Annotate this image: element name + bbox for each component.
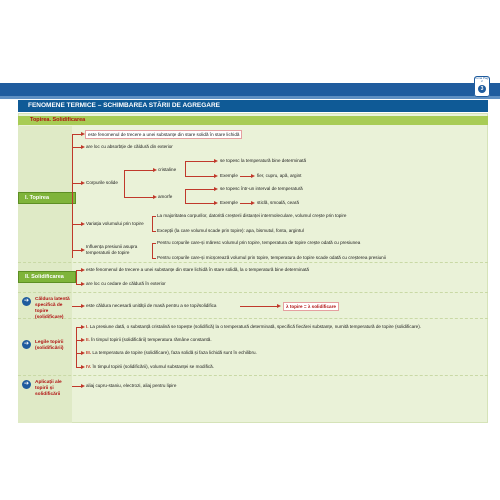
lege-item [86, 324, 421, 330]
arrow-right-icon [153, 168, 157, 172]
arrow-right-icon [81, 222, 85, 226]
topire-definition: este fenomenul de trecere a unei substanțe din stare solidă în stare lichidă [85, 130, 242, 139]
caldura-text: este căldura necesară unității de masă pentru a se topi/solidifica [86, 303, 217, 308]
connector-line [152, 231, 156, 232]
connector-line [185, 161, 186, 176]
divider [18, 318, 488, 319]
cristaline-temp: se topesc la temperatură bine determinată [220, 158, 307, 163]
influenta-mareste: Pentru corpurile care-și măresc volumul prin topire, temperatura de topire crește odată cu presiunea [157, 240, 361, 245]
lege-number: I. [86, 324, 89, 329]
connector-line [185, 203, 215, 204]
page-title: FENOMENE TERMICE – SCHIMBAREA STĂRII DE AGREGARE [28, 102, 221, 109]
section-title: Topirea. Solidificarea [30, 117, 86, 123]
aplicatii-label: Aplicații ale topirii și solidificării [35, 380, 62, 397]
variatie-majoritate: La majoritatea corpurilor, datorită creșterii distanței intermoleculare, volumul crește prin topire [157, 213, 347, 218]
legile-item [22, 340, 68, 360]
connector-line [152, 216, 153, 231]
legile-label: Legile topirii (solidificării) [35, 340, 64, 351]
caldura-formula: λ topire = λ solidificare [283, 302, 339, 311]
arrow-right-icon [153, 195, 157, 199]
divider [18, 375, 488, 376]
cristaline-examples: fier, cupru, apă, argint [257, 173, 302, 178]
arrow-right-icon [81, 338, 85, 342]
arrow-right-icon [81, 145, 85, 149]
lege-number: III. [86, 350, 92, 355]
solidificare-cedare: are loc cu cedare de căldură în exterior [86, 281, 166, 286]
arrow-right-icon [81, 365, 85, 369]
arrow-right-icon [81, 181, 85, 185]
connector-line [124, 170, 154, 171]
page-badge [474, 76, 490, 97]
topire-absorb: are loc cu absorbție de căldură din exterior [86, 144, 173, 149]
arrow-right-icon [81, 282, 85, 286]
arrow-circle-icon: ➔ [23, 298, 30, 304]
connector-line [152, 243, 153, 258]
influenta-micsoreaza: Pentru corpurile care-și micșorează volumul prin topire, temperatura de topire scade odată cu creșterea presiunii [157, 255, 386, 260]
amorfe-examples: sticlă, smoală, ceară [257, 200, 299, 205]
top-bar [0, 83, 500, 96]
connector-line [124, 197, 154, 198]
connector-line [72, 134, 73, 258]
caldura-label: Căldura latentă specifică de topire (solidificare) [35, 297, 70, 320]
cristaline-examples-label: Exemple [220, 173, 238, 178]
connector-line [76, 270, 77, 284]
divider [18, 262, 488, 263]
amorfe-temp: se topesc într-un interval de temperatură [220, 186, 303, 191]
connector-line [185, 161, 215, 162]
lege-item [86, 364, 214, 370]
arrow-right-icon [81, 351, 85, 355]
lege-text: La temperatura de topire (solidificare), faza solidă și faza lichidă sunt în echilibru. [92, 350, 257, 355]
connector-line [152, 243, 156, 244]
variatie-exceptii: Excepții (la care volumul scade prin topire): apa, bismutul, fonta, argintul [157, 228, 304, 233]
arrow-right-icon [81, 384, 85, 388]
arrow-right-icon [214, 159, 218, 163]
badge-caption: Tema Pag. 2 [474, 76, 490, 83]
arrow-right-icon [81, 248, 85, 252]
influenta-presiunii-1: Influența presiunii asupra [86, 244, 138, 249]
variatie-volum: Variația volumului prin topire [86, 221, 144, 226]
aplicatii-item [22, 380, 68, 400]
influenta-presiunii-2: temperaturii de topire [86, 250, 130, 255]
topire-label: I. Topirea [18, 192, 76, 204]
lege-text: În timpul topirii (solidificării) temperatura rămâne constantă. [91, 337, 212, 342]
arrow-right-icon [251, 174, 255, 178]
arrow-right-icon [277, 304, 281, 308]
divider [18, 292, 488, 293]
arrow-right-icon [81, 268, 85, 272]
lege-number: IV. [86, 364, 92, 369]
lege-text: La presiune dată, o substanță cristalină se topește (solidifică) la o temperatură determinată, specifică fiecărei substanțe, numită temperatură de topire (solidificare). [89, 324, 422, 329]
arrow-right-icon [214, 187, 218, 191]
arrow-circle-icon: ➔ [23, 381, 30, 387]
arrow-right-icon [251, 201, 255, 205]
corpuri-solide: Corpurile solide [86, 180, 118, 185]
lege-item [86, 350, 257, 356]
cristaline-label: cristaline [158, 167, 177, 172]
arrow-right-icon [214, 201, 218, 205]
lege-text: În timpul topirii (solidificării), volumul substanței se modifică. [92, 364, 215, 369]
badge-number: 3 [478, 85, 486, 93]
connector-line [152, 216, 156, 217]
page-header [18, 100, 488, 112]
amorfe-label: amorfe [158, 194, 173, 199]
connector-line [124, 170, 125, 197]
top-bar-shade [0, 96, 500, 99]
caldura-item [22, 297, 70, 320]
connector-line [185, 189, 186, 203]
lege-number: II. [86, 337, 90, 342]
amorfe-examples-label: Exemple [220, 200, 238, 205]
arrow-circle-icon: ➔ [23, 341, 30, 347]
connector-line [152, 258, 156, 259]
solidificare-definition: este fenomenul de trecere a unei substanțe din stare lichidă în stare solidă, la o temperatură bine determinată [86, 267, 309, 272]
arrow-right-icon [81, 304, 85, 308]
connector-line [185, 176, 215, 177]
solidificare-label: II. Solidificarea [18, 271, 76, 283]
section-header [18, 116, 488, 125]
aplicatii-text: aliaj cupru-staniu, electrozi, aliaj pentru lipire [86, 383, 177, 388]
connector-line [185, 189, 215, 190]
connector-line [76, 327, 77, 367]
arrow-right-icon [81, 325, 85, 329]
connector-line [240, 306, 278, 307]
arrow-right-icon [214, 174, 218, 178]
lege-item [86, 337, 212, 343]
